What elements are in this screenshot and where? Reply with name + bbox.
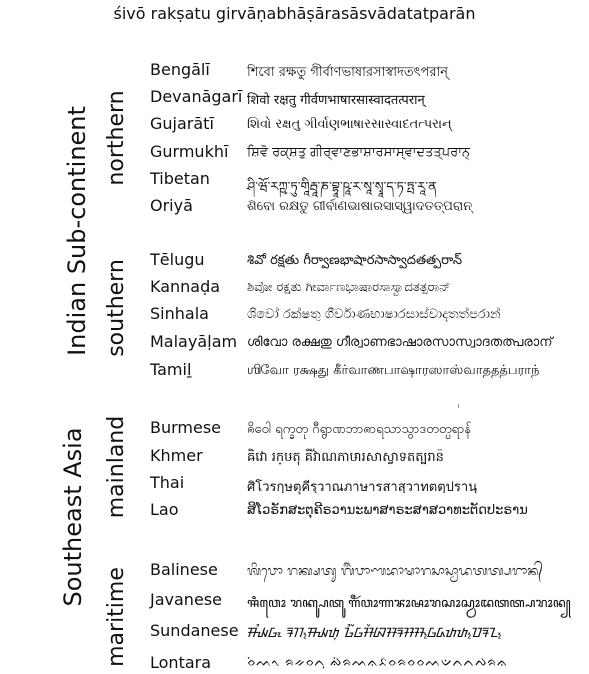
script-sample-burmese: ၐိဝေါ ရက္ခတု ဂီရွာဏဘာၐာရသာသွာဒတတ္ပရာန် [247, 422, 472, 437]
script-sample-devanagari: शिवो रक्षतु गीर्वणभाषारसास्वादतत्परान् [247, 93, 425, 108]
region-label-indian-subcontinent: Indian Sub-continent [63, 106, 91, 356]
script-name-burmese: Burmese [150, 418, 222, 437]
script-name-oriya: Oriyā [150, 196, 193, 215]
script-name-lao: Lao [150, 500, 179, 519]
script-sample-khmer: ឝិវោ រក្ឞតុ គីវ៌ាណភាឞារសាស្វាទតត្បរាន៑ [247, 450, 444, 465]
script-name-telugu: Tēlugu [150, 250, 205, 269]
script-sample-malayalam: ശിവോ രക്ഷതു ഗീര്വാണഭാഷാരസാസ്വാദതത്പരാന് [247, 335, 553, 350]
script-sample-kannada: ಶಿವೋ ರಕ್ಷತು ಗೀರ್ವಾಣಭಾಷಾರಸಾಸ್ವಾದತತ್ಪರಾನ್ [247, 280, 451, 295]
script-sample-sundanese: ᮯᮤᮝᮧ ᮛᮊ᮪ᮯᮒᮥ ᮌᮤᮁᮝᮞᮨᮘᮞᮛᮞᮞ᮪ᮝᮓᮒᮒ᮪ᮕᮛᮔ᮪ [247, 626, 502, 641]
subregion-label-northern: northern [104, 90, 129, 186]
script-name-sinhala: Sinhala [150, 304, 209, 323]
script-name-gurmukhi: Gurmukhī [150, 142, 229, 161]
subregion-label-southern: southern [104, 259, 129, 357]
script-name-sundanese: Sundanese [150, 621, 239, 640]
script-sample-gurmukhi: ਸ਼ਿਵੋ ਰਕ੍ਸ਼ਤੁ ਗੀਰ੍ਵਾਣਭਾਸ਼ਾਰਸਾਸ੍ਵਾਦਤਤ੍ਪਰਾਨ੍ [247, 145, 471, 160]
script-sample-thai: ศิโวรกฺษตุคีรฺวาณภาษารสาสฺวาทตตฺปรานฺ [247, 480, 478, 495]
script-name-khmer: Khmer [150, 446, 203, 465]
subregion-label-maritime: maritime [104, 567, 129, 667]
script-sample-balinese: ᬰᬶᬯᭀ ᬭᬓ᭄ᬱᬢᬸ ᬕᬷᬃᬯᬵᬡᬪᬵᬱᬵᬭᬲᬵᬲ᭄ᬯᬵᬤᬢᬢ᭄ᬧᬭᬵᬦ᭄ [247, 564, 543, 579]
script-sample-tibetan: ཤི་ཝོ་རཀྵ་ཏུ་གཱིརྦཱ་ཎ་བྷཱ་ཥཱ་ར་སཱ་སྭཱ་ད་ཏ་ཏྤ་རཱ་ན [247, 180, 437, 195]
script-name-gujarati: Gujarātī [150, 114, 214, 133]
divider-tick [458, 404, 459, 408]
script-sample-lao: ສິໂວຣັກສະຕຸຄີຣວານະພາສາຣະສາສວາທະຕັດປະຣານ [247, 503, 528, 518]
script-name-balinese: Balinese [150, 560, 218, 579]
region-label-southeast-asia: Southeast Asia [59, 427, 87, 607]
script-name-javanese: Javanese [150, 590, 222, 609]
script-sample-tamil: ஶிவோ ரக்ஷது கீர்வாணபாஷாரஸாஸ்வாததத்பராந் [247, 363, 540, 378]
script-sample-telugu: శివో రక్షతు గీర్వాణభాషారసాస్వాదతత్పరాన్ [247, 253, 463, 268]
script-name-tamil: Tamiḻ [150, 360, 192, 379]
script-sample-lontara: ᨔᨗᨓᨚ ᨑᨀᨔᨈᨘ ᨁᨗᨑᨓᨊᨅᨔᨑᨔᨔᨓᨉᨈᨈᨄᨑᨊ [247, 655, 508, 670]
script-name-malayalam: Malayāḷam [150, 332, 238, 351]
script-name-lontara: Lontara [150, 653, 212, 672]
page-title: śivō rakṣatu girvāṇabhāṣārasāsvādatatparān [113, 4, 476, 23]
script-name-devanagari: Devanāgarī [150, 87, 243, 106]
script-name-kannada: Kannaḍa [150, 277, 221, 296]
script-sample-javanese: ꦯꦶꦮꦺꦴ ꦫꦏ꧀ꦰꦠꦸ ꦒꦷꦂꦮꦴꦟꦨꦴꦰꦴꦫꦱꦴꦱ꧀ꦮꦴꦢꦠꦠ꧀ꦥꦫꦴꦤ꧀ [247, 596, 571, 611]
script-sample-bengali: শিবো রক্ষতু গীর্বাণভাষারসাস্বাদতৎপরান্ [247, 65, 449, 80]
script-name-thai: Thai [150, 473, 185, 492]
subregion-label-mainland: mainland [104, 415, 129, 519]
script-sample-gujarati: શિવો રક્ષતુ ગીર્વાણભાષારસાસ્વાદતત્પરાન્ [247, 117, 452, 132]
script-sample-oriya: ଶିବୋ ରକ୍ଷତୁ ଗୀର୍ବାଣଭାଷାରସାସ୍ୱାଦତତ୍ପରାନ୍ [247, 199, 473, 214]
script-name-bengali: Bengālī [150, 60, 210, 79]
script-sample-sinhala: ශිවෝ රක්ෂතු ගීර්වාණභාෂාරසාස්වාදතත්පරාන් [247, 307, 501, 322]
script-name-tibetan: Tibetan [150, 169, 210, 188]
